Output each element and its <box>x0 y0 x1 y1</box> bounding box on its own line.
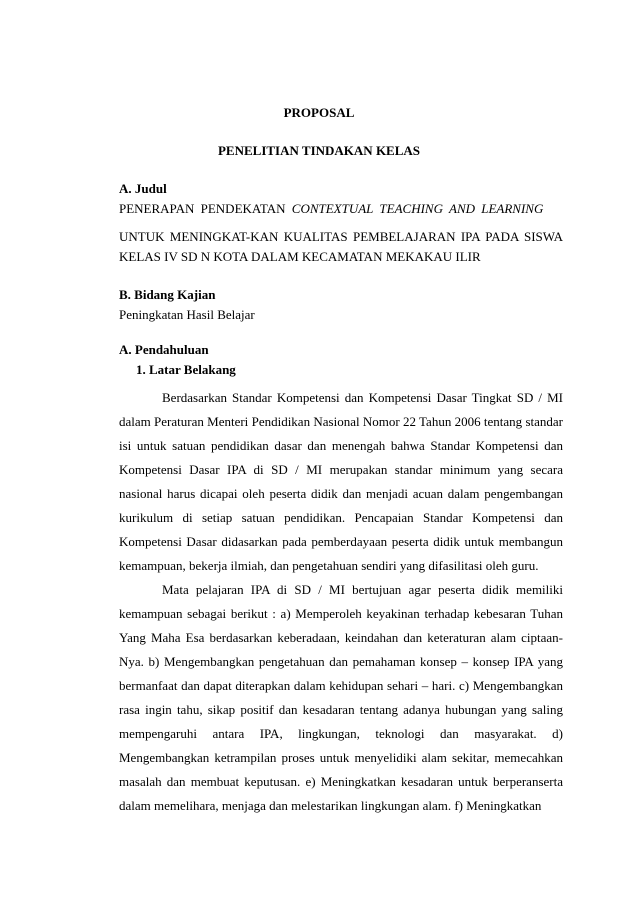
paragraph-2-line-2: kemampuan sebagai berikut : a) Memperoleh keyakinan terhadap kebesaran Tuhan <box>119 606 563 621</box>
document-subtitle: PENELITIAN TINDAKAN KELAS <box>217 143 421 158</box>
paragraph-2-line-1: Mata pelajaran IPA di SD / MI bertujuan agar peserta didik memiliki <box>162 582 563 597</box>
section-pendahuluan-heading: A. Pendahuluan <box>119 342 209 357</box>
paragraph-2-line-8: Mengembangkan ketrampilan proses untuk menyelidiki alam sekitar, memecahkan <box>119 750 563 765</box>
paragraph-2-line-4: Nya. b) Mengembangkan pengetahuan dan pemahaman konsep – konsep IPA yang <box>119 654 563 669</box>
bidang-text: Peningkatan Hasil Belajar <box>119 307 255 322</box>
paragraph-1-line-6: kurikulum di setiap satuan pendidikan. Pencapaian Standar Kompetensi dan <box>119 510 563 525</box>
paragraph-1-line-5: nasional harus dicapai oleh peserta didik dan menjadi acuan dalam pengembangan <box>119 486 563 501</box>
paragraph-2-line-3: Yang Maha Esa berdasarkan keberadaan, keindahan dan keteraturan alam ciptaan- <box>119 630 563 645</box>
document-title: PROPOSAL <box>283 105 355 120</box>
paragraph-2-line-6: rasa ingin tahu, sikap positif dan kesadaran tentang adanya hubungan yang saling <box>119 702 563 717</box>
section-judul-heading: A. Judul <box>119 181 167 196</box>
paragraph-1-line-1: Berdasarkan Standar Kompetensi dan Kompetensi Dasar Tingkat SD / MI <box>162 390 563 405</box>
paragraph-2-line-10: dalam memelihara, menjaga dan melestarikan lingkungan alam. f) Meningkatkan <box>119 798 542 813</box>
judul-line-1-text: PENERAPAN PENDEKATAN <box>119 201 292 216</box>
paragraph-1-line-8: kemampuan, bekerja ilmiah, dan pengetahuan sendiri yang difasilitasi oleh guru. <box>119 558 539 573</box>
judul-line-1 <box>119 201 563 217</box>
paragraph-2-line-7: mempengaruhi antara IPA, lingkungan, teknologi dan masyarakat. d) <box>119 726 563 741</box>
subsection-latar-belakang-heading: 1. Latar Belakang <box>136 362 236 377</box>
judul-line-1-italic: CONTEXTUAL TEACHING AND LEARNING <box>291 201 544 216</box>
paragraph-1-line-2: dalam Peraturan Menteri Pendidikan Nasional Nomor 22 Tahun 2006 tentang standar <box>119 414 563 429</box>
paragraph-1-line-3: isi untuk satuan pendidikan dasar dan menengah bahwa Standar Kompetensi dan <box>119 438 563 453</box>
paragraph-1-line-4: Kompetensi Dasar IPA di SD / MI merupakan standar minimum yang secara <box>119 462 563 477</box>
section-bidang-heading: B. Bidang Kajian <box>119 287 216 302</box>
paragraph-2-line-5: bermanfaat dan dapat diterapkan dalam kehidupan sehari – hari. c) Mengembangkan <box>119 678 563 693</box>
judul-line-2: UNTUK MENINGKAT-KAN KUALITAS PEMBELAJARAN IPA PADA SISWA <box>119 229 563 244</box>
paragraph-2-line-9: masalah dan membuat keputusan. e) Meningkatkan kesadaran untuk berperanserta <box>119 774 563 789</box>
paragraph-1-line-7: Kompetensi Dasar didasarkan pada pemberdayaan peserta didik untuk membangun <box>119 534 563 549</box>
judul-line-3: KELAS IV SD N KOTA DALAM KECAMATAN MEKAKAU ILIR <box>119 249 481 264</box>
